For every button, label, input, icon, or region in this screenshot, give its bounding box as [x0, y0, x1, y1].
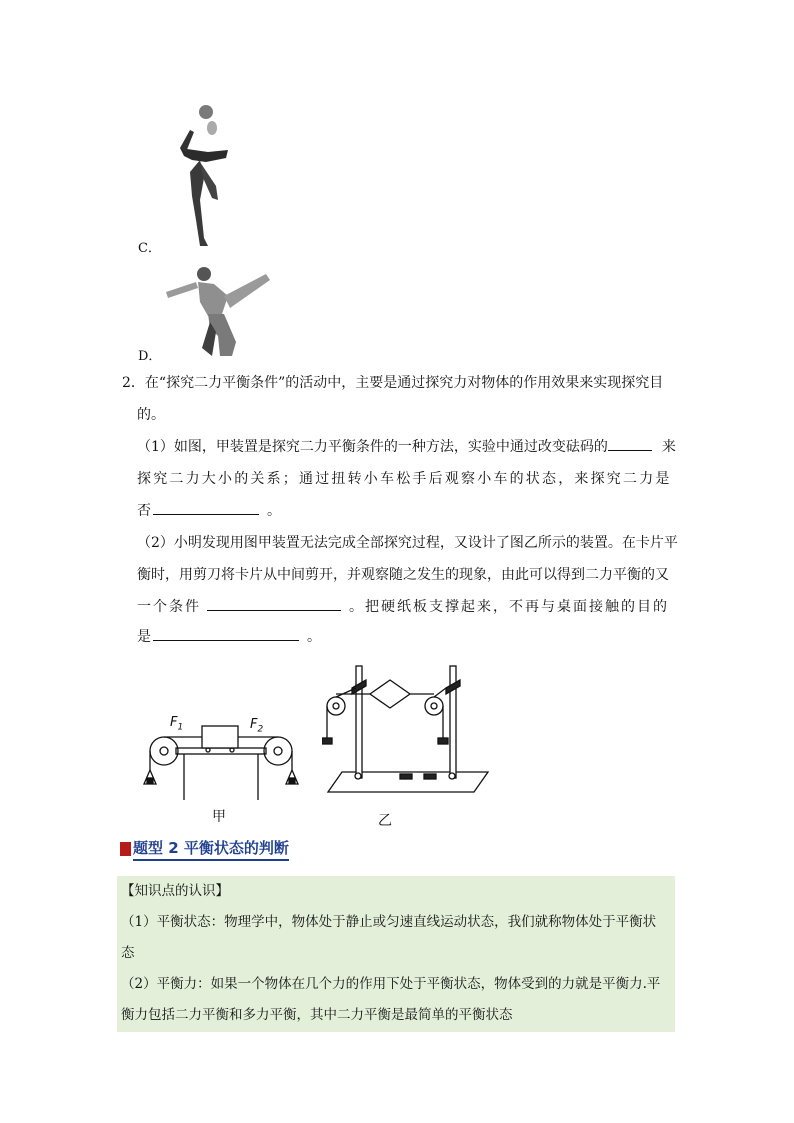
figure-jia-apparatus	[140, 712, 300, 802]
part-1-line-3	[137, 500, 281, 520]
pulley-right	[264, 737, 292, 765]
part-2-line-2: 衡时，用剪刀将卡片从中间剪开，并观察随之发生的现象，由此可以得到二力平衡的又	[137, 567, 669, 583]
weight-left	[322, 738, 332, 744]
cart	[202, 726, 238, 748]
part-1-text-d: 。	[267, 503, 281, 519]
spare-weight-1	[400, 774, 412, 779]
knowledge-heading: 【知识点的认识】	[121, 883, 229, 899]
section-heading	[120, 838, 289, 860]
part-2-line-4	[137, 626, 321, 646]
question-2-stem-cont: 的。	[137, 407, 165, 423]
part-2-text-b: 。把硬纸板支撑起来，不再与桌面接触的目的	[349, 599, 669, 615]
figure-yi-apparatus	[322, 660, 490, 796]
part-2-line-1: （2）小明发现用图甲装置无法完成全部探究过程，又设计了图乙所示的装置。在卡片平	[137, 535, 678, 551]
force-label-f1: $F_1$	[170, 715, 184, 733]
knowledge-item-1-line-1: （1）平衡状态：物理学中，物体处于静止或匀速直线运动状态，我们就称物体处于平衡状	[121, 914, 657, 930]
part-2-text-d: 。	[307, 629, 321, 645]
knowledge-item-1-line-2: 态	[121, 945, 135, 961]
part-2-text-c: 是	[137, 629, 151, 645]
knowledge-item-2-line-2: 衡力包括二力平衡和多力平衡，其中二力平衡是最简单的平衡状态	[121, 1007, 513, 1023]
section-title-text: 题型 2 平衡状态的判断	[133, 837, 289, 861]
answer-blank-4[interactable]	[153, 626, 299, 641]
weight-right	[438, 738, 448, 744]
gymnast-photo-c	[160, 100, 230, 250]
pulley-right	[425, 697, 443, 715]
answer-blank-2[interactable]	[153, 500, 259, 515]
option-c-label: C．	[138, 241, 161, 256]
kicker-photo-d	[158, 262, 278, 358]
part-2-text-a: 一个条件	[137, 599, 201, 615]
force-label-f2: $F_2$	[250, 717, 264, 735]
spare-weight-2	[424, 774, 436, 779]
pulley-left	[150, 737, 178, 765]
figure-jia-label: 甲	[212, 809, 226, 825]
option-d-label: D．	[138, 349, 162, 364]
knowledge-item-2-line-1: （2）平衡力：如果一个物体在几个力的作用下处于平衡状态，物体受到的力就是平衡力.平	[121, 976, 661, 992]
part-1-line-2: 探究二力大小的关系；通过扭转小车松手后观察小车的状态，来探究二力是	[137, 471, 672, 487]
part-2-line-3	[137, 596, 669, 616]
table-top	[176, 748, 266, 754]
card	[370, 680, 410, 708]
pulley-left	[327, 697, 345, 715]
answer-blank-3[interactable]	[207, 596, 341, 611]
part-1-text-c: 否	[137, 503, 151, 519]
part-1-line-1	[137, 436, 676, 456]
part-1-text-a: （1）如图，甲装置是探究二力平衡条件的一种方法，实验中通过改变砝码的	[137, 439, 608, 455]
knowledge-box	[117, 876, 675, 1032]
question-2-stem: 2．在“探究二力平衡条件”的活动中，主要是通过探究力对物体的作用效果来实现探究目	[122, 375, 664, 391]
section-marker-icon	[120, 842, 131, 856]
answer-blank-1[interactable]	[608, 436, 652, 451]
figure-yi-label: 乙	[378, 813, 392, 829]
part-1-text-b: 来	[661, 439, 676, 455]
